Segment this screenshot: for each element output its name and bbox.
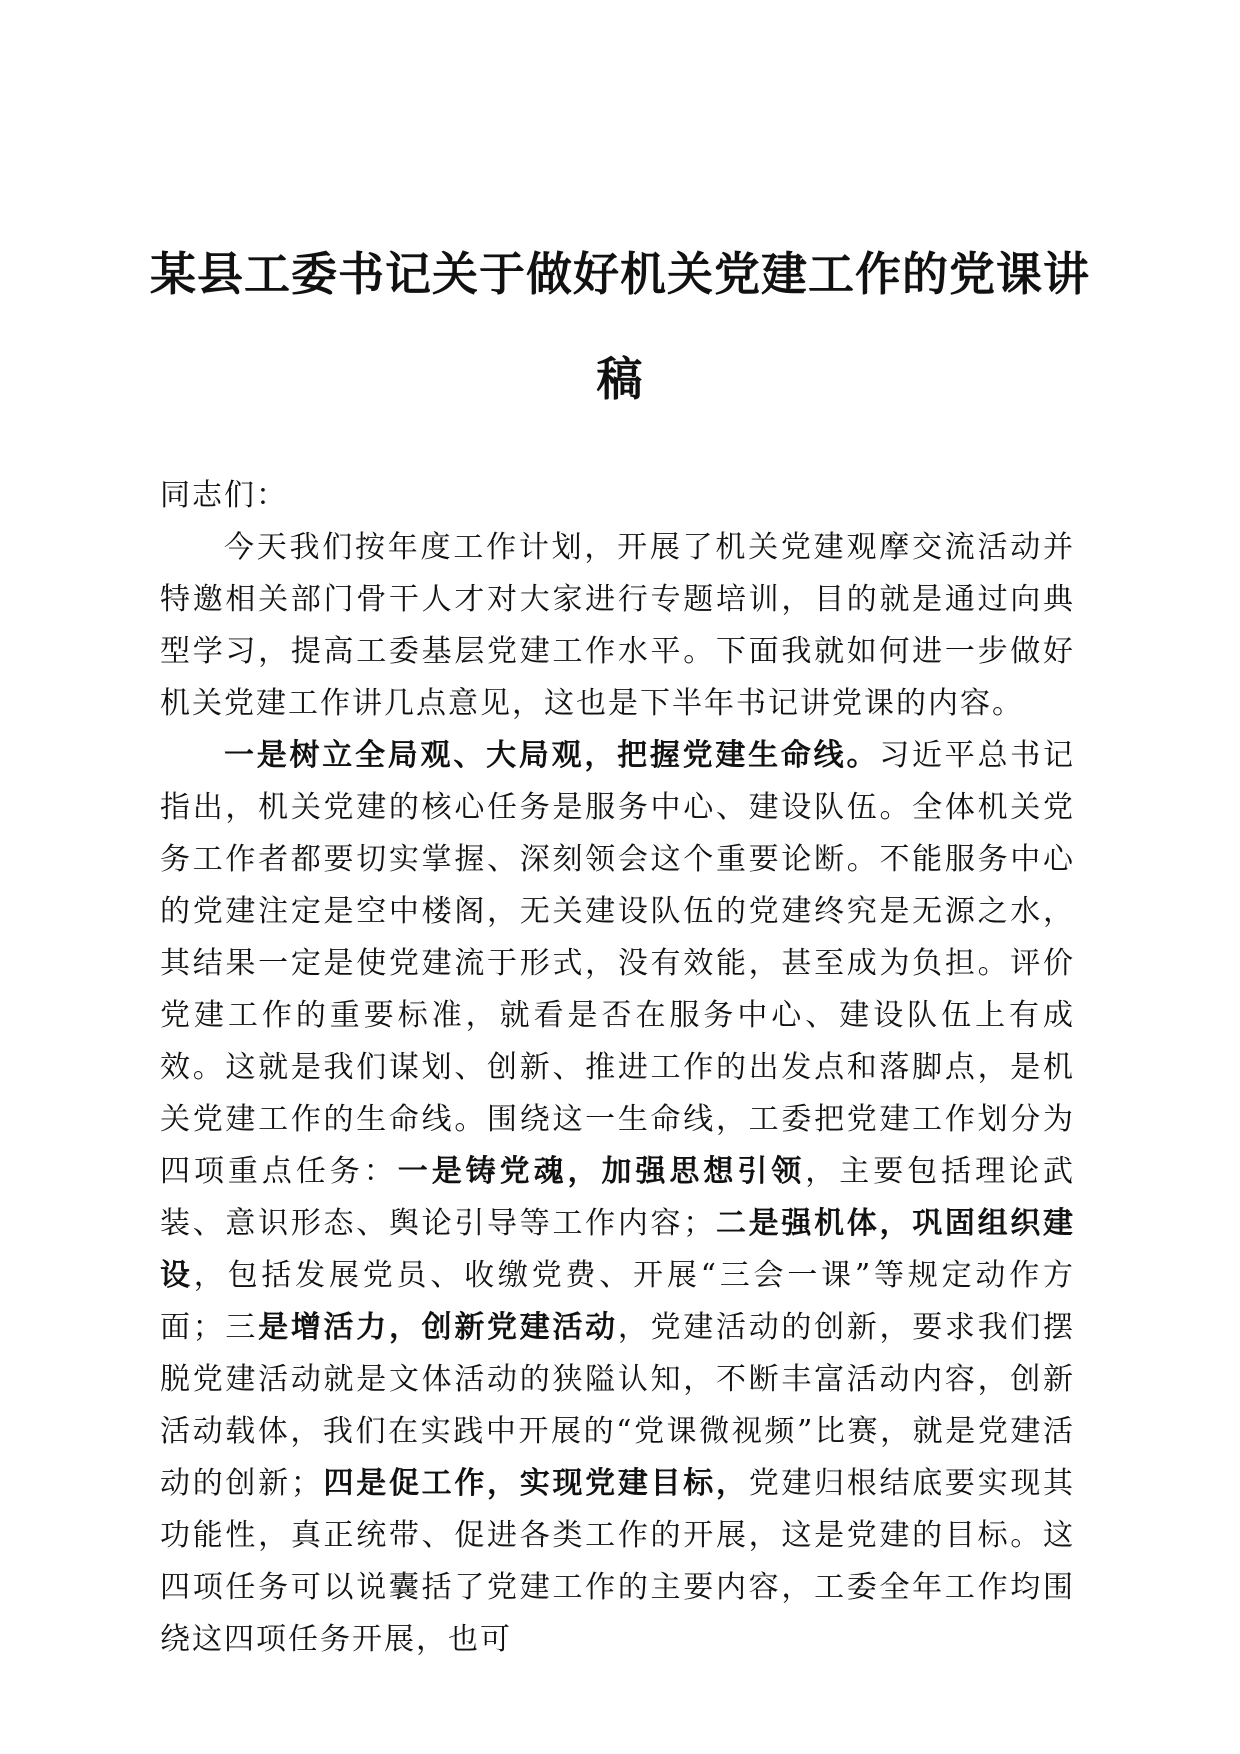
intro-paragraph: 今天我们按年度工作计划，开展了机关党建观摩交流活动并特邀相关部门骨干人才对大家进行专题培训，目的就是通过向典型学习，提高工委基层党建工作水平。下面我就如何进一步做好机关党建工作讲几点意见，这也是下半年书记讲党课的内容。	[160, 530, 1075, 721]
task-3-text: ，党建活动的创新，要求我们摆脱党建活动就是文体活动的狭隘认知，不断丰富活动内容，创新活动载体，我们在实践中开展的“党课微视频”比赛，就是党建活动的创新；	[160, 1310, 1076, 1501]
task-2-text: ，包括发展党员、收缴党费、开展“三会一课”等规定动作方面；三	[160, 1258, 1075, 1345]
task-1-text: ，主要包括理论武装、意识形态、舆论引导等工作内容；	[160, 1154, 1076, 1241]
document-body	[160, 470, 1075, 1666]
task-4-text: 党建归根结底要实现其功能性，真正统带、促进各类工作的开展，这是党建的目标。这四项任务可以说囊括了党建工作的主要内容，工委全年工作均围绕这四项任务开展，也可	[160, 1466, 1076, 1657]
salutation: 同志们：	[160, 478, 288, 513]
task-3-title: 是增活力，创新党建活动	[258, 1310, 618, 1345]
task-1-title: 一是铸党魂，加强思想引领	[397, 1154, 806, 1189]
section-1-text: 习近平总书记指出，机关党建的核心任务是服务中心、建设队伍。全体机关党务工作者都要切实掌握、深刻领会这个重要论断。不能服务中心的党建注定是空中楼阁，无关建设队伍的党建终究是无源之水，其结果一定是使党建流于形式，没有效能，甚至成为负担。评价党建工作的重要标准，就看是否在服务中心、建设队伍上有成效。这就是我们谋划、创新、推进工作的出发点和落脚点，是机关党建工作的生命线。围绕这一生命线，工委把党建工作划分为四项重点任务：	[160, 738, 1076, 1189]
task-4-title: 四是促工作，实现党建目标，	[322, 1466, 749, 1501]
document-title: 某县工委书记关于做好机关党建工作的党课讲稿	[150, 247, 1090, 406]
section-1-heading: 一是树立全局观、大局观，把握党建生命线。	[224, 738, 880, 773]
task-2-title: 二是强机体，巩固组织建设	[160, 1206, 1076, 1293]
section-1-paragraph	[160, 730, 1075, 1666]
